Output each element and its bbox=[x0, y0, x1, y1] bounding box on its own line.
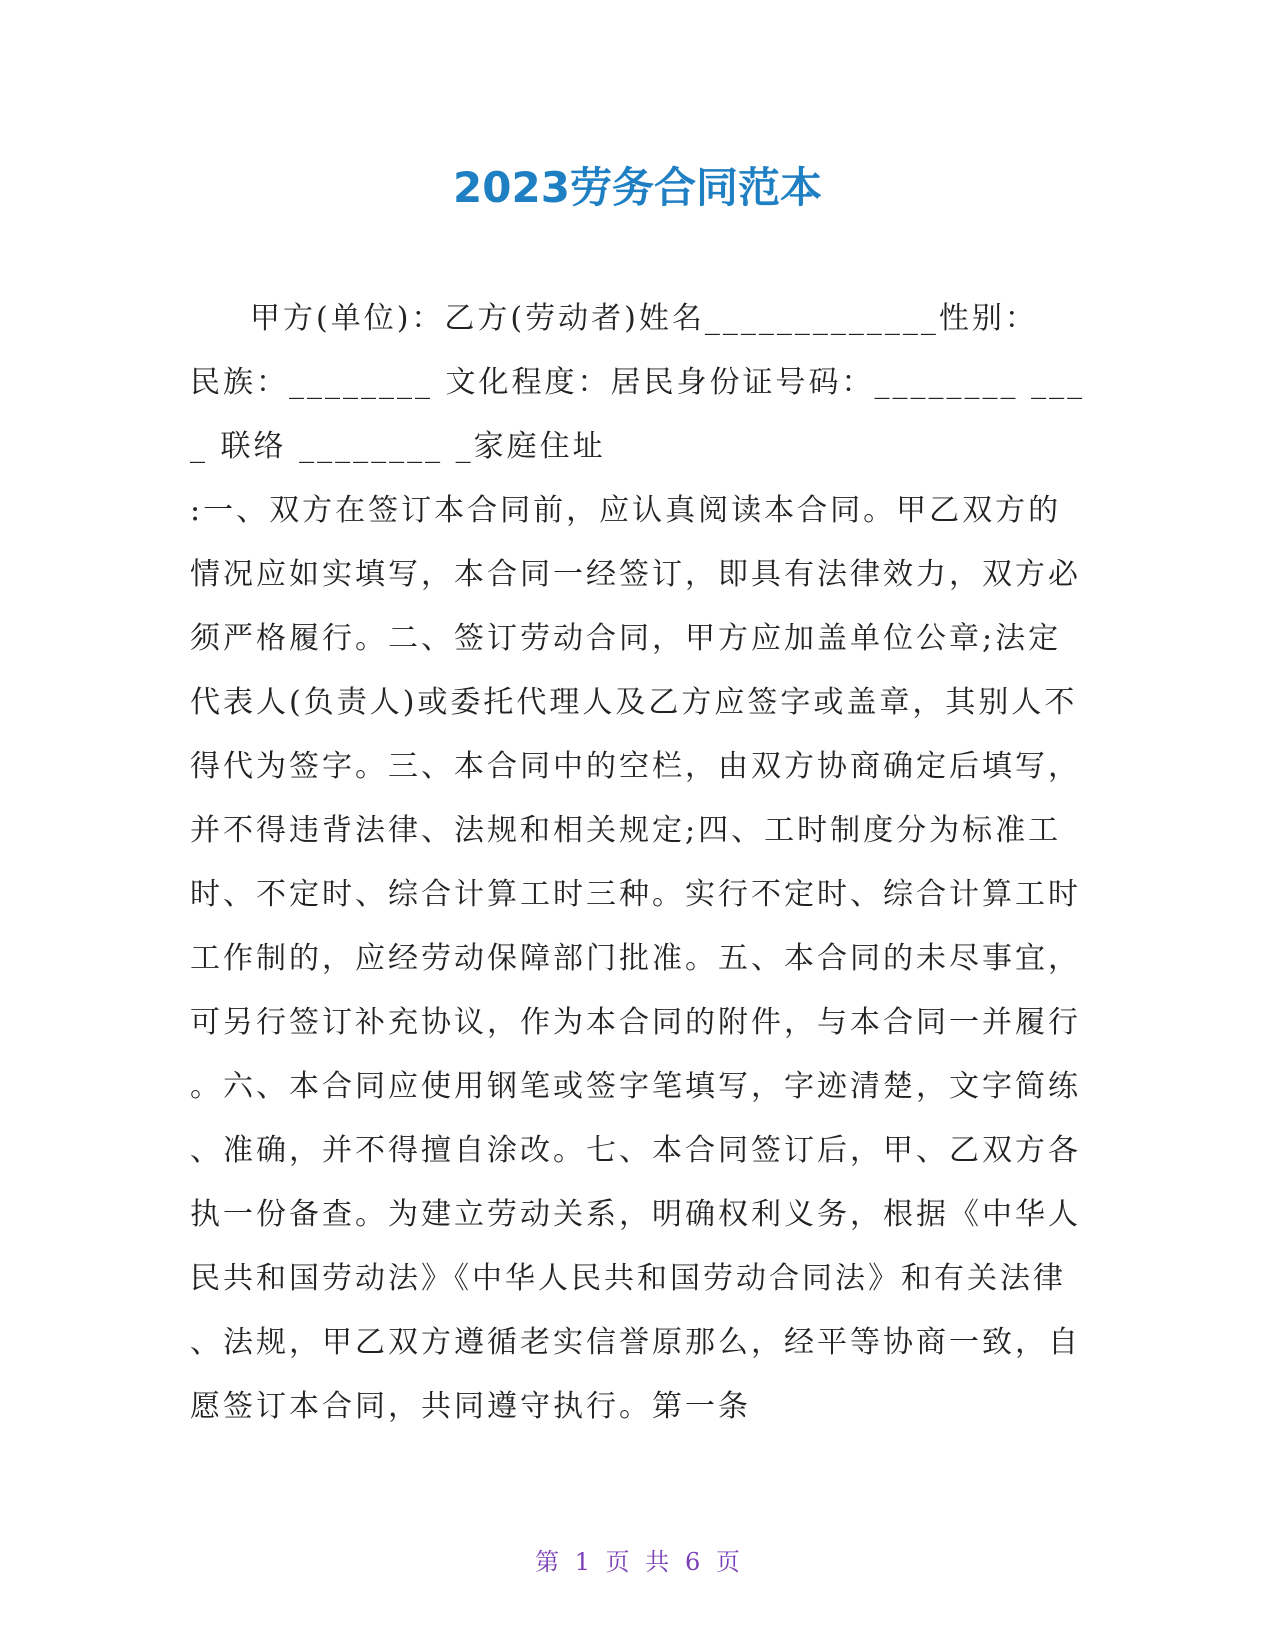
body-line: 民族：________ 文化程度：居民身份证号码：________ ___ bbox=[190, 365, 1086, 400]
body-line: 得代为签字。三、本合同中的空栏，由双方协商确定后填写， bbox=[190, 749, 1081, 784]
body-line: 愿签订本合同，共同遵守执行。第一条 bbox=[190, 1389, 751, 1424]
body-line: 、法规，甲乙双方遵循老实信誉原那么，经平等协商一致，自 bbox=[190, 1325, 1081, 1360]
body-line: 工作制的，应经劳动保障部门批准。五、本合同的未尽事宜， bbox=[190, 941, 1081, 976]
document-title: 2023劳务合同范本 bbox=[453, 163, 822, 212]
body-line: 甲方(单位)：乙方(劳动者)姓名_____________性别： bbox=[250, 301, 1038, 336]
body-line: :一、双方在签订本合同前，应认真阅读本合同。甲乙双方的 bbox=[190, 493, 1062, 528]
body-line: 并不得违背法律、法规和相关规定;四、工时制度分为标准工 bbox=[190, 813, 1062, 848]
body-line: 时、不定时、综合计算工时三种。实行不定时、综合计算工时 bbox=[190, 877, 1081, 912]
body-line: 代表人(负责人)或委托代理人及乙方应签字或盖章，其别人不 bbox=[190, 685, 1078, 720]
page-number-footer: 第 1 页 共 6 页 bbox=[535, 1548, 740, 1576]
body-line: 情况应如实填写，本合同一经签订，即具有法律效力，双方必 bbox=[190, 557, 1081, 592]
body-line: 、准确，并不得擅自涂改。七、本合同签订后，甲、乙双方各 bbox=[190, 1133, 1081, 1168]
body-line: 执一份备查。为建立劳动关系，明确权利义务，根据《中华人 bbox=[190, 1197, 1081, 1232]
body-line: 。六、本合同应使用钢笔或签字笔填写，字迹清楚，文字简练 bbox=[190, 1069, 1081, 1104]
document-body bbox=[190, 287, 1090, 1439]
body-line: 可另行签订补充协议，作为本合同的附件，与本合同一并履行 bbox=[190, 1005, 1081, 1040]
body-line: 须严格履行。二、签订劳动合同，甲方应加盖单位公章;法定 bbox=[190, 621, 1062, 656]
body-line: _ 联络 ________ _家庭住址 bbox=[190, 429, 606, 464]
body-line: 民共和国劳动法》《中华人民共和国劳动合同法》和有关法律 bbox=[190, 1261, 1066, 1296]
